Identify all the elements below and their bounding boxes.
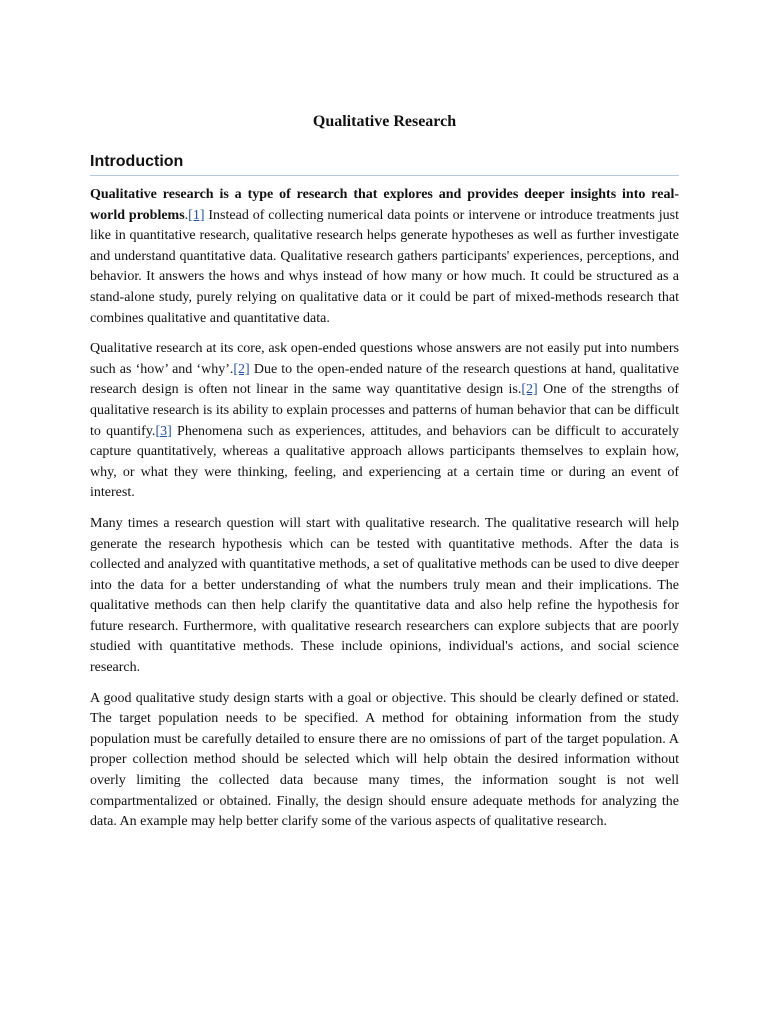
paragraph-text: Many times a research question will start with qualitative research. The qualitative research will help generate the research hypothesis which can be tested with quantitative methods. After the data is collected and analyzed with quantitative methods, a set of qualitative methods can be used to dive deeper into the data for a better understanding of what the numbers truly mean and their implications. The qualitative methods can then help clarify the quantitative data and also help refine the hypothesis for future research. Furthermore, with qualitative research researchers can explore subjects that are poorly studied with quantitative methods. These include opinions, individual's actions, and social science research. <box>90 515 679 676</box>
section-heading-introduction: Introduction <box>90 152 679 176</box>
paragraph <box>90 185 679 329</box>
paragraph <box>90 514 679 679</box>
document-body <box>90 185 679 833</box>
citation-link[interactable]: [2] <box>233 361 250 377</box>
paragraph <box>90 339 679 504</box>
paragraph-text: One of the strengths of qualitative research is its ability to explain processes and patterns of human behavior that can be difficult to quantify. <box>90 382 679 439</box>
paragraph-text: Instead of collecting numerical data points or intervene or introduce treatments just like in quantitative research, qualitative research helps generate hypotheses as well as further investigate and understand quantitative data. Qualitative research gathers participants' experiences, perceptions, and behavior. It answers the hows and whys instead of how many or how much. It could be structured as a stand-alone study, purely relying on qualitative data or it could be part of mixed-methods research that combines qualitative and quantitative data. <box>90 207 679 326</box>
document-title: Qualitative Research <box>312 113 457 130</box>
paragraph-text: A good qualitative study design starts with a goal or objective. This should be clearly defined or stated. The target population needs to be specified. A method for obtaining information from the study population must be carefully detailed to ensure there are no omissions of part of the target population. A proper collection method should be selected which will help obtain the desired information without overly limiting the collected data because many times, the information sought is not well compartmentalized or obtained. Finally, the design should ensure adequate methods for analyzing the data. An example may help better clarify some of the various aspects of qualitative research. <box>90 690 679 830</box>
paragraph-text: Phenomena such as experiences, attitudes, and behaviors can be difficult to accurately capture quantitatively, whereas a qualitative approach allows participants themselves to explain how, why, or what they were thinking, feeling, and experiencing at a certain time or during an event of interest. <box>90 423 679 501</box>
citation-link[interactable]: [2] <box>521 382 538 398</box>
paragraph <box>90 689 679 833</box>
paragraph-text: . <box>184 207 189 223</box>
citation-link[interactable]: [3] <box>155 423 172 439</box>
paragraph-text: Qualitative research at its core, ask open-ended questions whose answers are not easily put into numbers such as ‘how’ and ‘why’. <box>90 341 679 377</box>
citation-link[interactable]: [1] <box>188 207 205 223</box>
lead-sentence: Qualitative research is a type of research that explores and provides deeper insights into real-world problems <box>90 187 679 223</box>
paragraph-text: Due to the open-ended nature of the research questions at hand, qualitative research design is often not linear in the same way quantitative design is. <box>90 361 679 398</box>
